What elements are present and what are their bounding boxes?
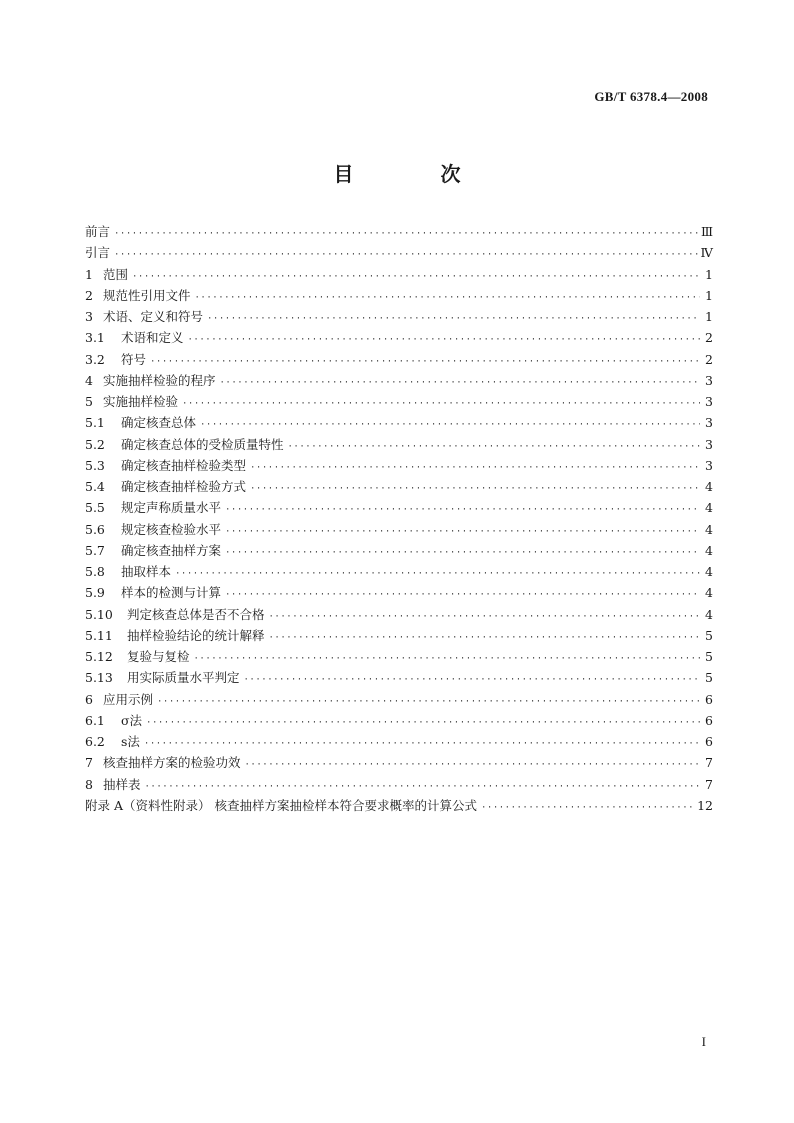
- toc-entry[interactable]: [85, 370, 713, 391]
- toc-dot-leader: [250, 458, 700, 479]
- toc-entry-number: 7: [85, 755, 93, 771]
- toc-dot-leader: [182, 394, 700, 415]
- toc-entry[interactable]: [85, 752, 713, 773]
- toc-entry-number: 5.2: [85, 436, 105, 452]
- standard-number: GB/T 6378.4—2008: [594, 89, 708, 104]
- toc-entry[interactable]: [85, 264, 713, 285]
- toc-entry[interactable]: [85, 349, 713, 370]
- toc-entry-number: 5.13: [85, 670, 113, 686]
- toc-entry-label: 核查抽样方案的检验功效: [103, 755, 241, 771]
- toc-entry-page: 4: [705, 542, 713, 558]
- toc-dot-leader: [225, 522, 700, 543]
- toc-entry[interactable]: [85, 646, 713, 667]
- toc-entry-label: s法: [121, 734, 140, 749]
- toc-dot-leader: [481, 798, 694, 819]
- toc-entry-label: 确定核查总体: [121, 415, 197, 431]
- toc-dot-leader: [288, 437, 700, 458]
- toc-entry-number: 5.8: [85, 564, 105, 579]
- toc-dot-leader: [269, 607, 700, 628]
- toc-entry-number: 3.2: [85, 351, 105, 367]
- toc-entry-label: 符号: [121, 351, 147, 367]
- toc-entry-page: 3: [705, 415, 713, 431]
- toc-entry-label: 复验与复检: [127, 649, 190, 664]
- toc-entry[interactable]: [85, 689, 713, 710]
- toc-entry-page: 4: [705, 585, 713, 601]
- toc-entry-page: 5: [705, 627, 713, 643]
- toc-entry-page: 2: [705, 351, 713, 367]
- toc-entry[interactable]: [85, 391, 713, 412]
- toc-entry[interactable]: [85, 306, 713, 327]
- toc-entry-label: 抽样表: [103, 776, 141, 792]
- toc-entry[interactable]: [85, 731, 713, 752]
- toc-entry-label: 抽样检验结论的统计解释: [127, 627, 265, 643]
- toc-entry-label: 样本的检测与计算: [121, 585, 222, 601]
- toc-entry[interactable]: [85, 540, 713, 561]
- toc-entry-label: 确定核查抽样检验类型: [121, 457, 247, 473]
- toc-entry-label: 实施抽样检验: [103, 394, 179, 409]
- page-number: I: [701, 1034, 706, 1049]
- toc-entry-page: 3: [705, 394, 713, 409]
- toc-dot-leader: [220, 373, 700, 394]
- toc-entry-page: 1: [705, 287, 713, 303]
- toc-entry-number: 5.3: [85, 457, 105, 473]
- toc-entry-label: 确定核查抽样方案: [121, 542, 222, 558]
- toc-dot-leader: [269, 628, 700, 649]
- toc-entry-label: σ法: [121, 712, 143, 728]
- page-title: 目 次: [333, 162, 501, 186]
- toc-entry-page: 4: [705, 564, 713, 579]
- toc-entry-number: 1: [85, 266, 93, 282]
- toc-entry[interactable]: [85, 710, 713, 731]
- toc-entry-page: 6: [705, 734, 713, 749]
- toc-entry[interactable]: [85, 434, 713, 455]
- toc-dot-leader: [244, 670, 700, 691]
- toc-dot-leader: [225, 543, 700, 564]
- toc-entry-label: 判定核查总体是否不合格: [127, 606, 265, 622]
- toc-entry[interactable]: [85, 625, 713, 646]
- toc-entry-label: 范围: [103, 266, 129, 282]
- toc-dot-leader: [250, 479, 700, 500]
- toc-entry-page: 4: [705, 500, 713, 516]
- toc-entry-label: 确定核查总体的受检质量特性: [121, 436, 284, 452]
- toc-dot-leader: [225, 500, 700, 521]
- toc-entry-page: 6: [705, 712, 713, 728]
- toc-entry-number: 6.2: [85, 734, 105, 749]
- toc-entry-page: 5: [705, 649, 713, 664]
- toc-entry[interactable]: [85, 667, 713, 688]
- toc-dot-leader: [150, 352, 700, 373]
- table-of-contents: [85, 221, 713, 816]
- toc-entry[interactable]: [85, 795, 713, 816]
- toc-entry[interactable]: [85, 604, 713, 625]
- toc-dot-leader: [114, 245, 697, 266]
- toc-entry-page: 6: [705, 691, 713, 707]
- toc-entry[interactable]: [85, 774, 713, 795]
- toc-entry-page: 5: [705, 670, 713, 686]
- toc-entry-number: 6: [85, 691, 93, 707]
- toc-entry-number: 5.1: [85, 415, 105, 431]
- toc-entry-label: 实施抽样检验的程序: [103, 372, 216, 388]
- toc-dot-leader: [245, 755, 700, 776]
- toc-entry-label: 确定核查抽样检验方式: [121, 479, 247, 494]
- toc-entry-number: 5.4: [85, 479, 105, 494]
- toc-entry-label: 规定声称质量水平: [121, 500, 222, 516]
- toc-entry-number: 5: [85, 394, 93, 409]
- toc-entry-page: 3: [705, 372, 713, 388]
- toc-entry[interactable]: [85, 455, 713, 476]
- toc-entry[interactable]: [85, 285, 713, 306]
- toc-entry-number: 5.6: [85, 521, 105, 537]
- toc-entry-page: 7: [705, 755, 713, 771]
- toc-entry-number: 5.10: [85, 606, 113, 622]
- toc-entry-page: 12: [697, 797, 713, 813]
- toc-entry[interactable]: [85, 519, 713, 540]
- toc-entry[interactable]: [85, 327, 713, 348]
- toc-entry[interactable]: [85, 476, 713, 497]
- toc-dot-leader: [157, 692, 700, 713]
- toc-entry-label: 术语和定义: [121, 330, 184, 346]
- toc-entry-page: 2: [705, 330, 713, 346]
- toc-entry-label: 附录 A（资料性附录） 核查抽样方案抽检样本符合要求概率的计算公式: [85, 797, 477, 813]
- toc-dot-leader: [132, 267, 700, 288]
- toc-entry-number: 2: [85, 287, 93, 303]
- toc-entry[interactable]: [85, 412, 713, 433]
- toc-entry-number: 5.11: [85, 627, 113, 643]
- toc-entry-page: 3: [705, 436, 713, 452]
- toc-entry-number: 5.9: [85, 585, 105, 601]
- toc-entry-label: 前言: [85, 224, 111, 239]
- toc-dot-leader: [225, 585, 700, 606]
- toc-entry-page: 3: [705, 457, 713, 473]
- toc-entry[interactable]: [85, 582, 713, 603]
- toc-entry-number: 5.5: [85, 500, 105, 516]
- toc-entry-page: 1: [705, 309, 713, 324]
- toc-entry-page: 4: [705, 606, 713, 622]
- toc-entry-page: 4: [705, 521, 713, 537]
- toc-entry-label: 规范性引用文件: [103, 287, 191, 303]
- toc-entry-page: 4: [705, 479, 713, 494]
- toc-entry[interactable]: [85, 497, 713, 518]
- toc-entry-number: 5.7: [85, 542, 105, 558]
- toc-entry-number: 4: [85, 372, 93, 388]
- toc-entry-label: 术语、定义和符号: [103, 309, 204, 324]
- toc-entry-number: 6.1: [85, 712, 105, 728]
- toc-dot-leader: [194, 649, 700, 670]
- toc-entry-label: 规定核查检验水平: [121, 521, 222, 537]
- toc-dot-leader: [175, 564, 700, 585]
- toc-entry-label: 应用示例: [103, 691, 154, 707]
- toc-entry-page: Ⅲ: [700, 224, 713, 239]
- toc-entry-number: 3: [85, 309, 93, 324]
- toc-entry-page: 7: [705, 776, 713, 792]
- toc-entry[interactable]: [85, 561, 713, 582]
- toc-entry-number: 8: [85, 776, 93, 792]
- toc-entry-label: 抽取样本: [121, 564, 172, 579]
- toc-dot-leader: [146, 713, 700, 734]
- toc-entry-page: 1: [705, 266, 713, 282]
- toc-entry[interactable]: [85, 242, 713, 263]
- toc-dot-leader: [114, 224, 698, 245]
- toc-entry-number: 3.1: [85, 330, 105, 346]
- toc-dot-leader: [207, 309, 700, 330]
- toc-entry-label: 用实际质量水平判定: [127, 670, 240, 686]
- toc-entry-page: Ⅳ: [700, 245, 713, 261]
- toc-dot-leader: [195, 288, 700, 309]
- toc-entry-number: 5.12: [85, 649, 113, 664]
- toc-dot-leader: [188, 330, 700, 351]
- toc-entry-label: 引言: [85, 245, 111, 261]
- toc-entry[interactable]: [85, 221, 713, 242]
